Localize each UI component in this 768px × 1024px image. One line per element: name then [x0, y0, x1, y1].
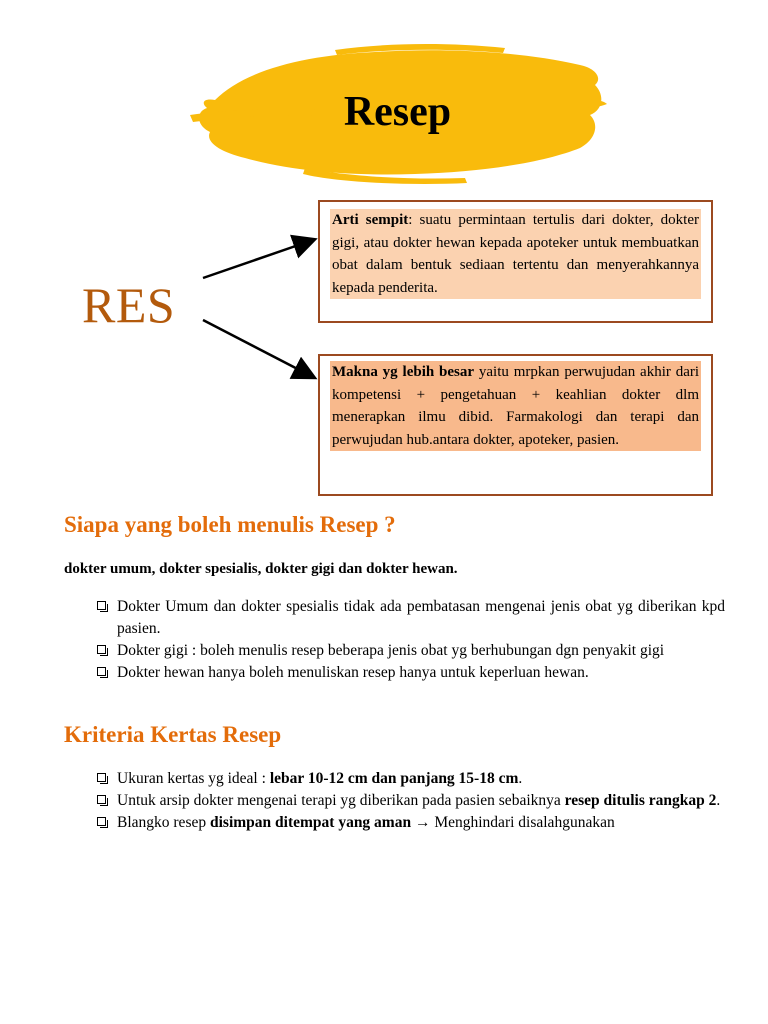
right-arrow-icon: →: [414, 814, 431, 831]
section2-list: [95, 768, 725, 834]
list-item: Dokter hewan hanya boleh menuliskan resep hanya untuk keperluan hewan.: [95, 662, 725, 684]
section1-subline: dokter umum, dokter spesialis, dokter gigi dan dokter hewan.: [64, 561, 458, 577]
arrow-up-icon: [203, 240, 313, 278]
box1-bold: Arti sempit: [332, 212, 409, 228]
section1-list: [95, 596, 725, 684]
section1-heading: Siapa yang boleh menulis Resep ?: [64, 512, 396, 537]
checkbox-icon: [97, 817, 106, 826]
list-item: Blangko resep disimpan ditempat yang aman → Menghindari disalahgunakan: [95, 812, 725, 834]
section2-heading: Kriteria Kertas Resep: [64, 722, 282, 747]
title-banner: [185, 40, 610, 185]
definition-box-narrow-text: [330, 209, 701, 299]
list-item: Untuk arsip dokter mengenai terapi yg diberikan pada pasien sebaiknya resep ditulis rangkap 2.: [95, 790, 725, 812]
list-item: Dokter gigi : boleh menulis resep beberapa jenis obat yg berhubungan dgn penyakit gigi: [95, 640, 725, 662]
definition-box-broad-text: [330, 361, 701, 451]
page-title: Resep: [343, 89, 452, 135]
checkbox-icon: [97, 667, 106, 676]
box2-bold: Makna yg lebih besar: [332, 364, 475, 380]
box2-text: yaitu mrpkan perwujudan akhir dari kompetensi + pengetahuan + keahlian dokter dlm menerapkan ilmu dibid. Farmakologi dan terapi dan perwujudan hub.antara dokter, apoteker, pasien.: [332, 364, 700, 448]
checkbox-icon: [97, 795, 106, 804]
definition-box-narrow: [318, 200, 713, 323]
box1-text: : suatu permintaan tertulis dari dokter, dokter gigi, atau dokter hewan kepada apoteker untuk membuatkan obat dalam bentuk sediaan tertentu dan menyerahkannya kepada penderita.: [332, 212, 699, 296]
checkbox-icon: [97, 773, 106, 782]
checkbox-icon: [97, 601, 106, 610]
list-item: Dokter Umum dan dokter spesialis tidak ada pembatasan mengenai jenis obat yg diberikan kpd pasien.: [95, 596, 725, 640]
res-label: RES: [82, 277, 176, 333]
checkbox-icon: [97, 645, 106, 654]
list-item: Ukuran kertas yg ideal : lebar 10-12 cm dan panjang 15-18 cm.: [95, 768, 725, 790]
definition-box-broad: [318, 354, 713, 496]
arrow-down-icon: [203, 320, 313, 377]
arrows: [195, 225, 325, 390]
